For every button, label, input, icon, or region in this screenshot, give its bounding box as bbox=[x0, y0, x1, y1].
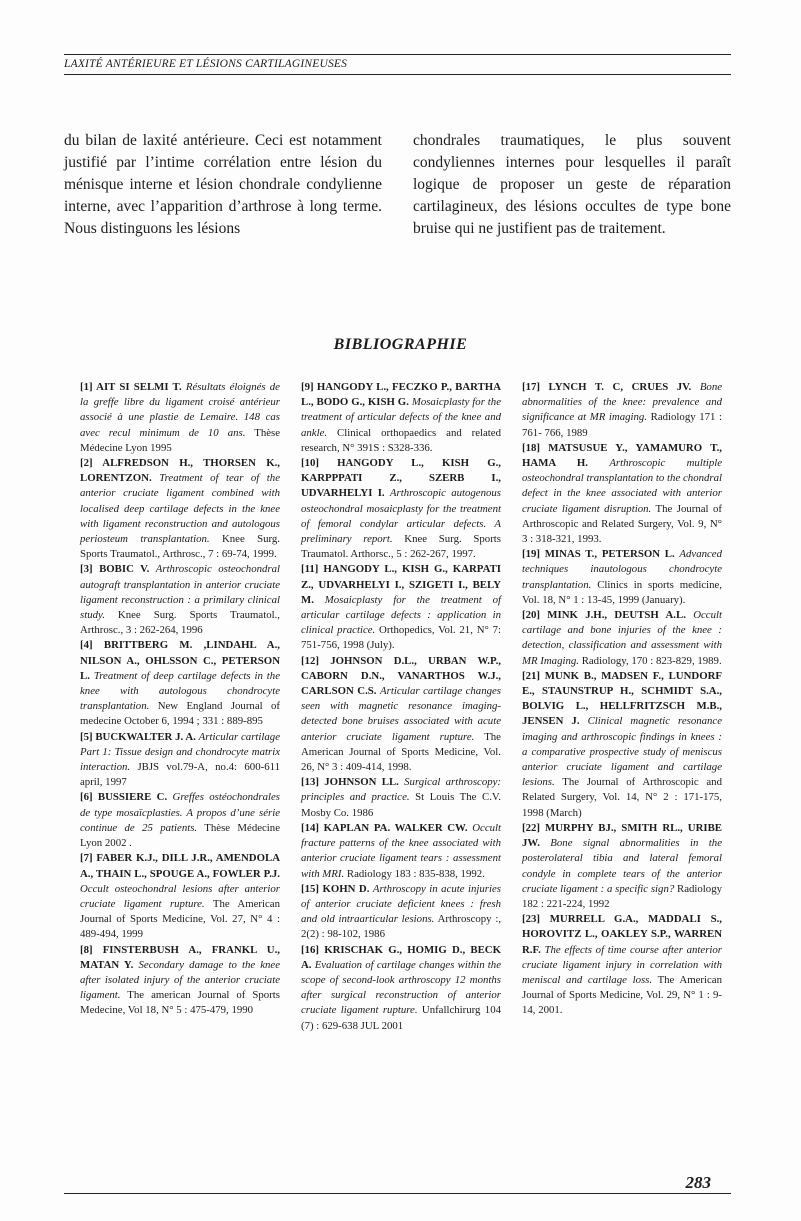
reference-authors: [17] LYNCH T. C, CRUES JV. bbox=[522, 381, 692, 393]
reference-title: Advanced techniques inautologous chondrocyte transplantation. bbox=[522, 548, 722, 591]
reference-entry bbox=[301, 882, 501, 943]
reference-source: Knee Surg. Sports Traumatol. Arthorsc., 5 : 262-267, 1997. bbox=[301, 533, 501, 561]
reference-title: Treatment of deep cartilage defects in the knee with autologous chondrocyte transplantation. bbox=[80, 669, 280, 713]
reference-entry bbox=[301, 821, 501, 882]
reference-title: Occult fracture patterns of the knee associated with anterior cruciate ligament tears : assessment with MRI. bbox=[301, 821, 502, 880]
reference-source: JBJS vol.79-A, no.4: 600-611 april, 1997 bbox=[80, 761, 280, 789]
reference-source: The American Journal of Sports Medicine, Vol. 29, N° 1 : 9-14, 2001. bbox=[522, 973, 722, 1017]
reference-source: The Journal of Arthroscopic and Related Surgery, Vol. 14, N° 2 : 171-175, 1998 (March) bbox=[522, 776, 722, 819]
reference-entry bbox=[522, 669, 722, 821]
reference-source: Orthopedics, Vol. 21, N° 7: 751-756, 1998 (July). bbox=[301, 624, 501, 652]
reference-entry bbox=[80, 943, 280, 1019]
reference-entry bbox=[80, 380, 280, 456]
reference-authors: [5] BUCKWALTER J. A. bbox=[80, 730, 196, 743]
reference-source: Thèse Médecine Lyon 1995 bbox=[80, 426, 280, 454]
reference-entry bbox=[522, 380, 722, 441]
reference-source: The American Journal of Sports Medicine, Vol. 27, N° 4 : 489-494, 1999 bbox=[80, 897, 280, 941]
reference-source: Knee Surg. Sports Traumatol., Arthrosc., 3 : 262-264, 1996 bbox=[80, 609, 281, 637]
reference-authors: [14] KAPLAN PA. WALKER CW. bbox=[301, 821, 468, 834]
reference-source: Radiology, 170 : 823-829, 1989. bbox=[581, 654, 722, 667]
bibliography-title: BIBLIOGRAPHIE bbox=[333, 336, 468, 353]
reference-title: Evaluation of cartilage changes within the scope of second-look arthroscopy 12 months after surgical reconstruction of anterior cruciate ligament rupture. bbox=[301, 958, 501, 1017]
reference-entry bbox=[522, 547, 722, 608]
reference-authors: [20] MINK J.H., DEUTSH A.L. bbox=[522, 609, 686, 622]
reference-source: Arthroscopy :, 2(2) : 98-102, 1986 bbox=[301, 913, 502, 941]
reference-entry bbox=[80, 456, 280, 562]
reference-source: Radiology 183 : 835-838, 1992. bbox=[346, 867, 485, 880]
reference-source: New England Journal of medecine October 6, 1994 ; 331 : 889-895 bbox=[80, 700, 280, 728]
reference-entry bbox=[80, 790, 280, 851]
reference-title: Secondary damage to the knee after isolated injury of the anterior cruciate ligament. bbox=[80, 958, 281, 1002]
reference-authors: [13] JOHNSON LL. bbox=[301, 776, 399, 789]
reference-title: Résultats éloignés de la greffe libre du ligament croisé antérieur associé à une plastie de Lemaire. 148 cas avec recul minimum de 10 ans. bbox=[80, 381, 280, 439]
reference-authors: [7] FABER K.J., DILL J.R., AMENDOLA A., THAIN L., SPOUGE A., FOWLER P.J. bbox=[80, 852, 280, 880]
reference-authors: [12] JOHNSON D.L., URBAN W.P., CABORN D.N., VANARTHOS W.J., CARLSON C.S. bbox=[301, 654, 501, 698]
reference-title: Occult osteochondral lesions after anterior cruciate ligament rupture. bbox=[80, 882, 280, 910]
reference-title: Greffes ostéochondrales de type mosaïcplasties. A propos d’une série continue de 25 patients. bbox=[80, 791, 281, 834]
reference-source: The American Journal of Sports Medicine, Vol. 26, N° 3 : 409-414, 1998. bbox=[301, 730, 501, 774]
reference-authors: [21] MUNK B., MADSEN F., LUNDORF E., STAUNSTRUP H., SCHMIDT S.A., BOLVIG L., HELLFRITZSCH M.B., JENSEN J. bbox=[522, 669, 722, 728]
reference-authors: [3] BOBIC V. bbox=[80, 563, 150, 576]
reference-authors: [23] MURRELL G.A., MADDALI S., HOROVITZ L., OAKLEY S.P., WARREN R.F. bbox=[522, 913, 722, 956]
reference-entry bbox=[80, 638, 280, 729]
reference-entry bbox=[80, 851, 280, 942]
reference-title: Surgical arthroscopy: principles and practice. bbox=[301, 776, 502, 804]
reference-authors: [15] KOHN D. bbox=[301, 882, 370, 895]
reference-entry bbox=[522, 821, 722, 912]
reference-source: Thèse Médecine Lyon 2002 . bbox=[80, 821, 280, 850]
reference-authors: [19] MINAS T., PETERSON L. bbox=[522, 548, 675, 561]
reference-entry bbox=[522, 608, 722, 669]
reference-source: The Journal of Arthroscopic and Related Surgery, Vol. 9, N° 3 : 318-321, 1993. bbox=[522, 502, 722, 546]
reference-source: The american Journal of Sports Medecine, Vol 18, N° 5 : 475-479, 1990 bbox=[80, 989, 280, 1017]
reference-entry bbox=[301, 562, 501, 653]
reference-authors: [10] HANGODY L., KISH G., KARPPPATI Z., SZERB I., UDVARHELYI I. bbox=[301, 457, 501, 500]
reference-entry bbox=[301, 775, 501, 821]
reference-source: Knee Surg. Sports Traumatol., Arthrosc., 7 : 69-74, 1999. bbox=[80, 533, 281, 561]
reference-authors: [2] ALFREDSON H., THORSEN K., LORENTZON. bbox=[80, 457, 280, 485]
reference-title: Arthroscopic autogenous osteochondral mosaicplasty for the treatment of femoral condylar articular defects. A preliminary report. bbox=[301, 487, 501, 546]
reference-authors: [16] KRISCHAK G., HOMIG D., BECK A. bbox=[301, 943, 501, 971]
reference-title: Bone abnormalities of the knee: prevalence and significance at MR imaging. bbox=[522, 381, 723, 424]
reference-entry bbox=[301, 456, 501, 562]
bibliography-column-2 bbox=[301, 380, 501, 1034]
reference-source: Clinical orthopaedics and related research, N° 391S : S328-336. bbox=[301, 426, 502, 454]
running-title: LAXITÉ ANTÉRIEURE ET LÉSIONS CARTILAGINEUSES bbox=[64, 58, 348, 70]
reference-title: Bone signal abnormalities in the posterolateral tibia and lateral femoral condyle in complete tears of the anterior cruciate ligament : a specific sign? bbox=[522, 837, 722, 895]
reference-source: Radiology 182 : 221-224, 1992 bbox=[522, 882, 722, 910]
reference-title: Articular cartilage Part 1: Tissue design and chondrocyte matrix interaction. bbox=[80, 730, 280, 774]
footer-rule bbox=[64, 1193, 731, 1194]
reference-source: Radiology 171 : 761- 766, 1989 bbox=[522, 411, 722, 439]
page-number: 283 bbox=[685, 1173, 711, 1192]
reference-authors: [4] BRITTBERG M. ,LINDAHL A., NILSON A., OHLSSON C., PETERSON L. bbox=[80, 639, 280, 682]
reference-authors: [9] HANGODY L., FECZKO P., BARTHA L., BODO G., KISH G. bbox=[301, 381, 501, 409]
reference-entry bbox=[301, 654, 501, 776]
reference-title: Mosaicplasty for the treatment of articular defects of the knee and ankle. bbox=[301, 396, 502, 439]
bibliography-column-3 bbox=[522, 380, 722, 1019]
intro-text-right: chondrales traumatiques, le plus souvent condyliennes internes pour lesquelles il paraît logique de proposer un geste de réparation cartilagineux, des lésions occultes de type bone bruise qui ne justifient pas de traitement. bbox=[413, 132, 731, 237]
reference-title: Treatment of tear of the anterior cruciate ligament combined with localised deep cartilage defects in the knee with ligament reconstruction and autologous periosteum transplantation. bbox=[80, 472, 280, 546]
header-rule-bottom bbox=[64, 74, 731, 75]
reference-entry bbox=[522, 441, 722, 547]
reference-authors: [11] HANGODY L., KISH G., KARPATI Z., UDVARHELYI I., SZIGETI I., BELY M. bbox=[301, 563, 501, 606]
reference-title: Arthroscopic osteochondral autograft transplantation in anterior cruciate ligament reconstruction : a primilary clinical study. bbox=[80, 563, 281, 622]
reference-title: The effects of time course after anterior cruciate ligament injury in correlation with meniscal and cartilage loss. bbox=[522, 943, 722, 986]
reference-title: Occult cartilage and bone injuries of the knee : detection, classification and assessment with MR Imaging. bbox=[522, 609, 722, 667]
reference-entry bbox=[301, 380, 501, 456]
reference-authors: [6] BUSSIERE C. bbox=[80, 791, 168, 804]
header-rule-top bbox=[64, 54, 731, 55]
reference-entry bbox=[522, 912, 722, 1018]
reference-authors: [1] AIT SI SELMI T. bbox=[80, 381, 182, 393]
intro-text-left: du bilan de laxité antérieure. Ceci est notamment justifié par l’intime corrélation entre lésion du ménisque interne et lésion chondrale condylienne interne, avec l’apparition d’arthrose à long terme. Nous distinguons les lésions bbox=[64, 132, 382, 237]
reference-title: Arthroscopic multiple osteochondral transplantation to the chondral defect in the knee associated with anterior cruciate ligament disruption. bbox=[522, 457, 723, 515]
reference-authors: [8] FINSTERBUSH A., FRANKL U., MATAN Y. bbox=[80, 943, 280, 971]
reference-source: Clinics in sports medicine, Vol. 18, N° 1 : 13-45, 1999 (January). bbox=[522, 578, 723, 606]
reference-entry bbox=[301, 943, 501, 1034]
reference-source: St Louis The C.V. Mosby Co. 1986 bbox=[301, 791, 502, 819]
reference-authors: [22] MURPHY BJ., SMITH RL., URIBE JW. bbox=[522, 821, 722, 850]
reference-authors: [18] MATSUSUE Y., YAMAMURO T., HAMA H. bbox=[522, 441, 722, 470]
reference-entry bbox=[80, 730, 280, 791]
reference-title: Arthroscopy in acute injuries of anterior cruciate deficient knees : fresh and old intraarticular lesions. bbox=[301, 882, 502, 926]
reference-title: Articular cartilage changes seen with magnetic resonance imaging-detected bone bruises associated with acute anterior cruciate ligament rupture. bbox=[301, 685, 501, 743]
reference-source: Unfallchirurg 104 (7) : 629-638 JUL 2001 bbox=[301, 1004, 501, 1032]
reference-entry bbox=[80, 562, 280, 638]
reference-title: Mosaicplasty for the treatment of articular cartilage defects : application in clinical practice. bbox=[301, 593, 501, 637]
bibliography-column-1 bbox=[80, 380, 280, 1019]
reference-title: Clinical magnetic resonance imaging and arthroscopic findings in knees : a comparative prospective study of meniscus anterior cruciate ligament and cartilage lesions. bbox=[522, 715, 723, 789]
